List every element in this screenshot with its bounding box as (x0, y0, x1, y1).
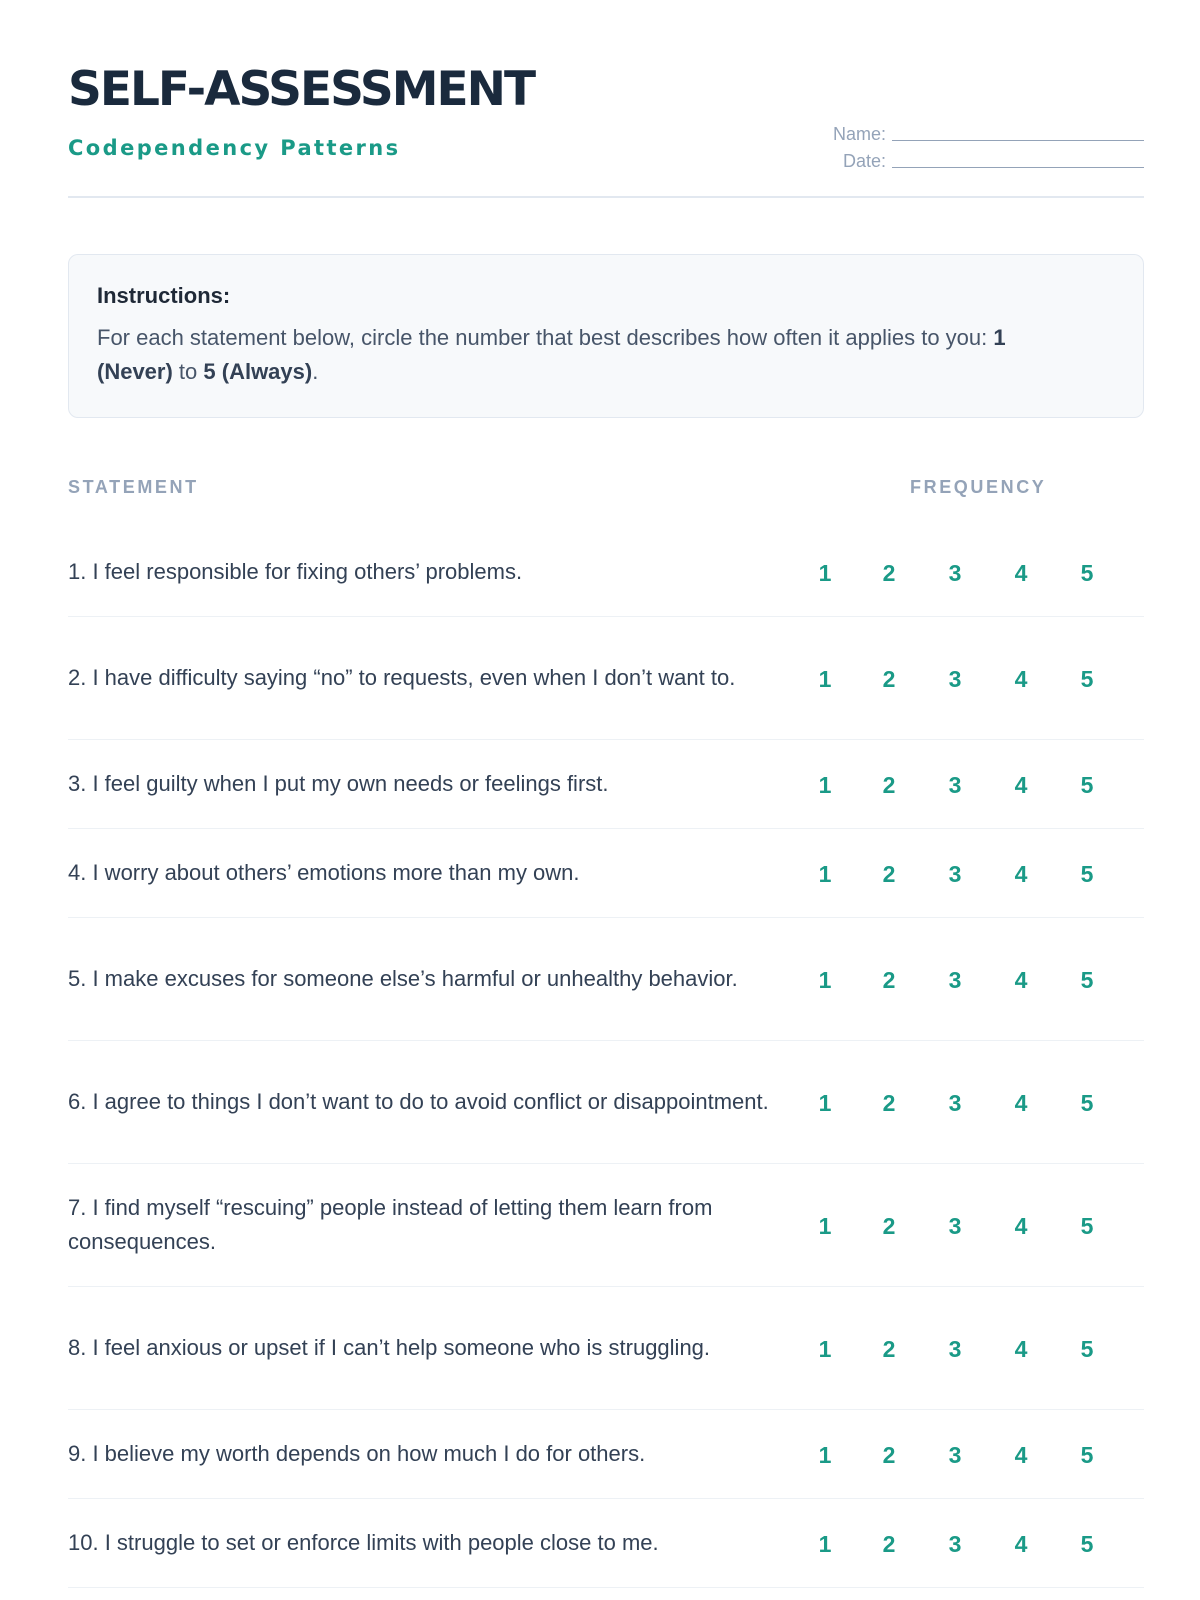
frequency-option-4[interactable]: 4 (1014, 1441, 1028, 1468)
frequency-option-3[interactable]: 3 (948, 1441, 962, 1468)
instructions-text (97, 321, 1115, 389)
frequency-option-1[interactable]: 1 (818, 1335, 832, 1362)
frequency-option-3[interactable]: 3 (948, 559, 962, 586)
frequency-option-3[interactable]: 3 (948, 771, 962, 798)
statement-row (68, 617, 1144, 740)
name-field[interactable] (804, 116, 1144, 143)
statement-text: 8. I feel anxious or upset if I can’t help someone who is struggling. (68, 1335, 711, 1360)
statement-text: 4. I worry about others’ emotions more than my own. (68, 860, 580, 885)
frequency-option-3[interactable]: 3 (948, 966, 962, 993)
frequency-option-4[interactable]: 4 (1014, 1212, 1028, 1239)
statement-row (68, 1499, 1144, 1588)
instructions-text-before: For each statement below, circle the number that best describes how often it applies to you: (97, 325, 994, 351)
statement-text: 10. I struggle to set or enforce limits with people close to me. (68, 1530, 659, 1555)
statement-row (68, 528, 1144, 617)
statement-row (68, 1164, 1144, 1287)
frequency-scale (68, 662, 1144, 696)
statement-column-header: STATEMENT (68, 477, 199, 497)
frequency-column-header: FREQUENCY (910, 477, 1047, 497)
frequency-option-5[interactable]: 5 (1080, 1335, 1094, 1362)
frequency-option-1[interactable]: 1 (818, 966, 832, 993)
scale-low-label: 1 (Never) (97, 325, 1006, 385)
instructions-panel (68, 254, 1144, 418)
date-field[interactable] (804, 143, 1144, 170)
instructions-title: Instructions: (97, 283, 231, 308)
frequency-scale (68, 1209, 1144, 1243)
frequency-option-4[interactable]: 4 (1014, 1530, 1028, 1557)
respondent-fields (804, 116, 1144, 170)
frequency-scale (68, 963, 1144, 997)
frequency-scale (68, 1086, 1144, 1120)
statement-list (68, 528, 1144, 1588)
frequency-option-1[interactable]: 1 (818, 665, 832, 692)
frequency-option-5[interactable]: 5 (1080, 860, 1094, 887)
statement-row (68, 740, 1144, 829)
page-subtitle: Codependency Patterns (68, 136, 401, 160)
frequency-option-3[interactable]: 3 (948, 1212, 962, 1239)
frequency-option-5[interactable]: 5 (1080, 1089, 1094, 1116)
frequency-option-1[interactable]: 1 (818, 559, 832, 586)
frequency-option-1[interactable]: 1 (818, 1212, 832, 1239)
frequency-option-2[interactable]: 2 (882, 665, 896, 692)
statement-row (68, 1041, 1144, 1164)
frequency-option-2[interactable]: 2 (882, 966, 896, 993)
statement-text: 5. I make excuses for someone else’s harmful or unhealthy behavior. (68, 966, 738, 991)
frequency-option-5[interactable]: 5 (1080, 771, 1094, 798)
frequency-option-2[interactable]: 2 (882, 1441, 896, 1468)
statement-text: 9. I believe my worth depends on how much I do for others. (68, 1441, 646, 1466)
statement-row (68, 1410, 1144, 1499)
frequency-option-5[interactable]: 5 (1080, 559, 1094, 586)
date-line[interactable] (892, 167, 1144, 168)
frequency-scale (68, 1527, 1144, 1561)
name-line[interactable] (892, 140, 1144, 141)
table-header (68, 474, 1144, 500)
frequency-option-2[interactable]: 2 (882, 1335, 896, 1362)
frequency-option-4[interactable]: 4 (1014, 559, 1028, 586)
instructions-text-middle: to (172, 359, 204, 385)
frequency-option-2[interactable]: 2 (882, 1089, 896, 1116)
frequency-scale (68, 556, 1144, 590)
scale-high-label: 5 (Always) (203, 359, 313, 385)
frequency-option-3[interactable]: 3 (948, 860, 962, 887)
frequency-option-1[interactable]: 1 (818, 771, 832, 798)
frequency-option-2[interactable]: 2 (882, 771, 896, 798)
frequency-option-2[interactable]: 2 (882, 860, 896, 887)
frequency-option-1[interactable]: 1 (818, 1089, 832, 1116)
frequency-option-4[interactable]: 4 (1014, 860, 1028, 887)
frequency-option-5[interactable]: 5 (1080, 665, 1094, 692)
frequency-option-4[interactable]: 4 (1014, 966, 1028, 993)
frequency-option-4[interactable]: 4 (1014, 665, 1028, 692)
instructions-text-after: . (312, 359, 319, 385)
frequency-option-3[interactable]: 3 (948, 1089, 962, 1116)
frequency-option-1[interactable]: 1 (818, 1441, 832, 1468)
frequency-option-2[interactable]: 2 (882, 1212, 896, 1239)
frequency-scale (68, 1438, 1144, 1472)
worksheet-header (68, 0, 1144, 198)
statement-row (68, 829, 1144, 918)
frequency-option-2[interactable]: 2 (882, 559, 896, 586)
name-label: Name: (832, 124, 886, 144)
frequency-option-5[interactable]: 5 (1080, 1441, 1094, 1468)
frequency-option-5[interactable]: 5 (1080, 1212, 1094, 1239)
statement-row (68, 1287, 1144, 1410)
statement-text: 7. I find myself “rescuing” people instead of letting them learn from consequences. (68, 1195, 713, 1254)
statement-text: 1. I feel responsible for fixing others’ problems. (68, 559, 523, 584)
statement-text: 3. I feel guilty when I put my own needs or feelings first. (68, 771, 609, 796)
frequency-option-2[interactable]: 2 (882, 1530, 896, 1557)
frequency-scale (68, 1332, 1144, 1366)
statement-text: 6. I agree to things I don’t want to do to avoid conflict or disappointment. (68, 1089, 769, 1114)
frequency-option-3[interactable]: 3 (948, 1335, 962, 1362)
statement-text: 2. I have difficulty saying “no” to requests, even when I don’t want to. (68, 665, 736, 690)
worksheet-page (68, 0, 1144, 1600)
frequency-option-1[interactable]: 1 (818, 860, 832, 887)
page-title: SELF-ASSESSMENT (68, 62, 535, 117)
frequency-option-4[interactable]: 4 (1014, 1089, 1028, 1116)
frequency-option-4[interactable]: 4 (1014, 771, 1028, 798)
statement-row (68, 918, 1144, 1041)
frequency-scale (68, 857, 1144, 891)
frequency-option-5[interactable]: 5 (1080, 1530, 1094, 1557)
frequency-option-3[interactable]: 3 (948, 1530, 962, 1557)
frequency-option-4[interactable]: 4 (1014, 1335, 1028, 1362)
frequency-scale (68, 768, 1144, 802)
frequency-option-1[interactable]: 1 (818, 1530, 832, 1557)
date-label: Date: (842, 151, 886, 171)
frequency-option-5[interactable]: 5 (1080, 966, 1094, 993)
frequency-option-3[interactable]: 3 (948, 665, 962, 692)
